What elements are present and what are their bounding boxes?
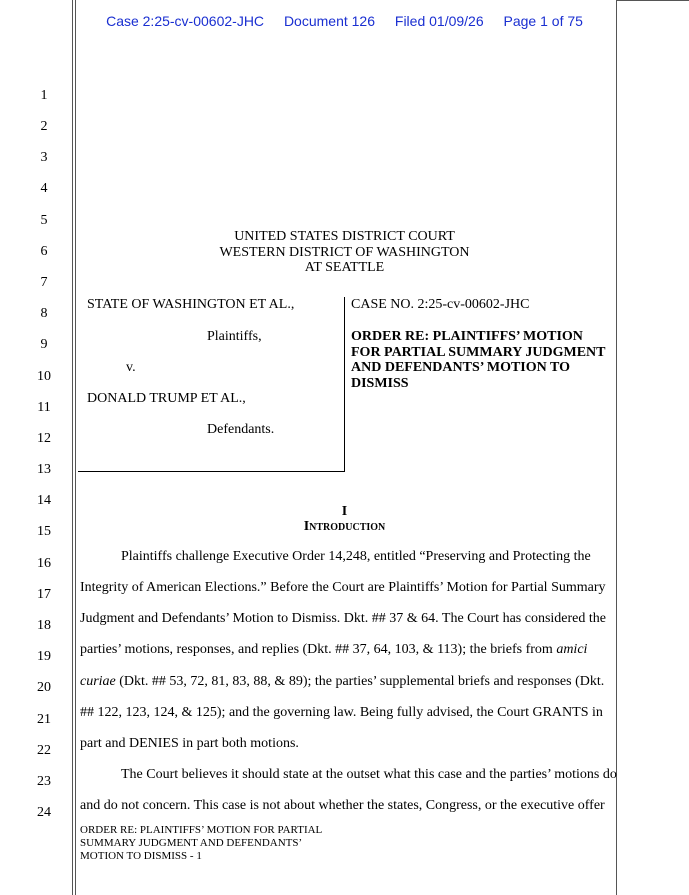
court-heading (0, 229, 689, 276)
body-line: part and DENIES in part both motions. (80, 736, 299, 751)
body-line (80, 674, 604, 690)
line-number: 16 (37, 556, 51, 571)
section-title: Introduction (303, 519, 386, 534)
line-number: 2 (40, 119, 48, 134)
plaintiffs-label: Plaintiffs, (207, 329, 262, 344)
body-line: and do not concern. This case is not about whether the states, Congress, or the executive offer (80, 798, 605, 813)
line-number: 7 (40, 275, 48, 290)
line-number: 18 (37, 618, 51, 633)
section-number: I (341, 504, 348, 519)
versus: v. (126, 360, 136, 375)
court-location: AT SEATTLE (304, 260, 385, 275)
line-number: 14 (37, 493, 51, 508)
line-number: 13 (37, 462, 51, 477)
body-line: Plaintiffs challenge Executive Order 14,248, entitled “Preserving and Protecting the (121, 549, 591, 564)
footer-line: SUMMARY JUDGMENT AND DEFENDANTS’ (80, 837, 303, 849)
order-title-line: ORDER RE: PLAINTIFFS’ MOTION (351, 329, 583, 344)
page-footer (80, 824, 322, 863)
left-margin-rule (72, 0, 73, 895)
body-text-span: parties’ motions, responses, and replies (Dkt. ## 37, 64, 103, & 113); the briefs from (80, 642, 553, 657)
footer-line: ORDER RE: PLAINTIFFS’ MOTION FOR PARTIAL (80, 824, 323, 836)
order-title-line: DISMISS (351, 375, 409, 391)
filing-header (0, 13, 689, 29)
line-number: 5 (40, 213, 48, 228)
filed-date-header: Filed 01/09/26 (394, 13, 484, 29)
court-district: WESTERN DISTRICT OF WASHINGTON (219, 244, 470, 260)
body-line: The Court believes it should state at the outset what this case and the parties’ motions do (121, 767, 617, 782)
defendant-name: DONALD TRUMP ET AL., (87, 391, 246, 406)
right-margin-rule (616, 0, 617, 895)
left-margin-rule (75, 0, 76, 895)
case-number: CASE NO. 2:25-cv-00602-JHC (351, 297, 530, 312)
line-number: 23 (37, 774, 51, 789)
top-border (616, 0, 689, 1)
line-number: 17 (37, 587, 51, 602)
line-number: 6 (40, 244, 48, 259)
line-number: 8 (40, 306, 48, 321)
plaintiff-name: STATE OF WASHINGTON ET AL., (87, 297, 295, 312)
line-number: 15 (37, 524, 51, 539)
line-number: 3 (40, 150, 48, 165)
line-number: 24 (37, 805, 51, 820)
order-title-line: AND DEFENDANTS’ MOTION TO (351, 360, 570, 375)
italic-term: amici (556, 642, 588, 657)
footer-line: MOTION TO DISMISS - 1 (80, 850, 202, 862)
line-number: 19 (37, 649, 51, 664)
body-text-span: (Dkt. ## 53, 72, 81, 83, 88, & 89); the parties’ supplemental briefs and responses (Dkt. (119, 674, 605, 689)
caption-bottom-rule (78, 471, 345, 472)
line-number: 22 (37, 743, 51, 758)
order-title-line: FOR PARTIAL SUMMARY JUDGMENT (351, 344, 606, 360)
line-number: 11 (37, 400, 51, 415)
body-line (80, 642, 587, 658)
defendants-label: Defendants. (207, 422, 275, 437)
body-line: ## 122, 123, 124, & 125); and the governing law. Being fully advised, the Court GRANTS in (80, 705, 603, 720)
order-title (351, 329, 606, 391)
court-name: UNITED STATES DISTRICT COURT (234, 229, 455, 244)
body-line: Integrity of American Elections.” Before the Court are Plaintiffs’ Motion for Partial Summary (80, 580, 606, 595)
body-line: Judgment and Defendants’ Motion to Dismiss. Dkt. ## 37 & 64. The Court has considered the (80, 611, 606, 626)
line-number: 20 (37, 680, 51, 695)
line-number: 1 (40, 88, 48, 103)
line-number: 12 (37, 431, 51, 446)
line-number: 21 (37, 712, 51, 727)
caption-vertical-rule (344, 297, 345, 472)
line-number: 10 (37, 369, 51, 384)
document-number-header: Document 126 (283, 13, 375, 29)
page-count-header: Page 1 of 75 (503, 13, 583, 29)
line-number: 9 (40, 337, 48, 352)
case-number-header: Case 2:25-cv-00602-JHC (106, 13, 265, 29)
italic-term: curiae (80, 674, 116, 689)
line-number: 4 (40, 181, 48, 196)
